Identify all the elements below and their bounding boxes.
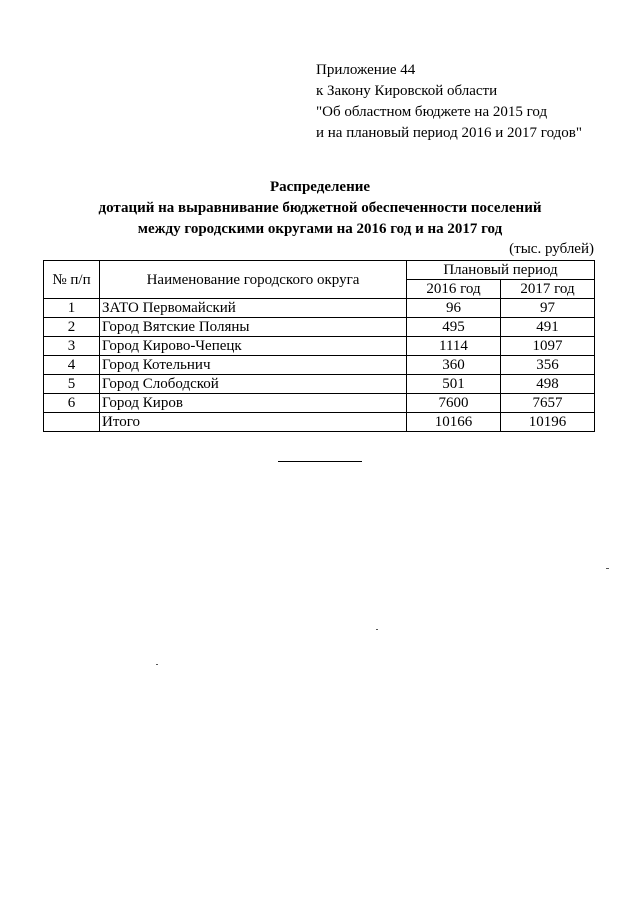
row-num: 3 [44,337,100,356]
row-num: 4 [44,356,100,375]
table-header-row [44,261,595,280]
row-num: 5 [44,375,100,394]
row-name: Город Слободской [100,375,407,394]
table-total-row [44,413,595,432]
allocation-table [43,260,595,432]
header-period: Плановый период [407,261,595,280]
scan-speck [376,629,378,630]
appendix-number: Приложение 44 [316,62,416,78]
document-title [0,177,640,240]
row-num: 2 [44,318,100,337]
row-name: Город Котельнич [100,356,407,375]
row-value-2016: 1114 [407,337,501,356]
row-value-2017: 356 [501,356,595,375]
appendix-law: к Закону Кировской области [316,83,498,99]
row-value-2016: 96 [407,299,501,318]
row-name: Город Вятские Поляны [100,318,407,337]
row-value-2016: 7600 [407,394,501,413]
row-value-2016: 495 [407,318,501,337]
row-value-2017: 491 [501,318,595,337]
table-row [44,318,595,337]
row-num: 6 [44,394,100,413]
appendix-header [316,60,616,144]
table-row [44,337,595,356]
appendix-law-period: и на плановый период 2016 и 2017 годов" [316,125,582,141]
row-value-2017: 97 [501,299,595,318]
table-row [44,356,595,375]
scan-speck [156,664,158,665]
header-year-2017: 2017 год [501,280,595,299]
title-line-1: Распределение [269,179,371,195]
row-value-2016: 501 [407,375,501,394]
end-rule [278,461,362,462]
row-name: ЗАТО Первомайский [100,299,407,318]
table-row [44,394,595,413]
title-line-3: между городскими округами на 2016 год и на 2017 год [137,221,503,237]
total-label: Итого [100,413,407,432]
row-name: Город Кирово-Чепецк [100,337,407,356]
total-num [44,413,100,432]
row-num: 1 [44,299,100,318]
row-value-2017: 498 [501,375,595,394]
row-value-2017: 1097 [501,337,595,356]
total-value-2016: 10166 [407,413,501,432]
row-value-2016: 360 [407,356,501,375]
row-value-2017: 7657 [501,394,595,413]
table-row [44,375,595,394]
title-line-2: дотаций на выравнивание бюджетной обеспеченности поселений [98,200,542,216]
header-num: № п/п [44,261,100,299]
scan-speck [606,568,609,569]
row-name: Город Киров [100,394,407,413]
table-row [44,299,595,318]
header-name: Наименование городского округа [100,261,407,299]
units-label: (тыс. рублей) [509,241,594,257]
header-year-2016: 2016 год [407,280,501,299]
appendix-law-title: "Об областном бюджете на 2015 год [316,104,548,120]
total-value-2017: 10196 [501,413,595,432]
